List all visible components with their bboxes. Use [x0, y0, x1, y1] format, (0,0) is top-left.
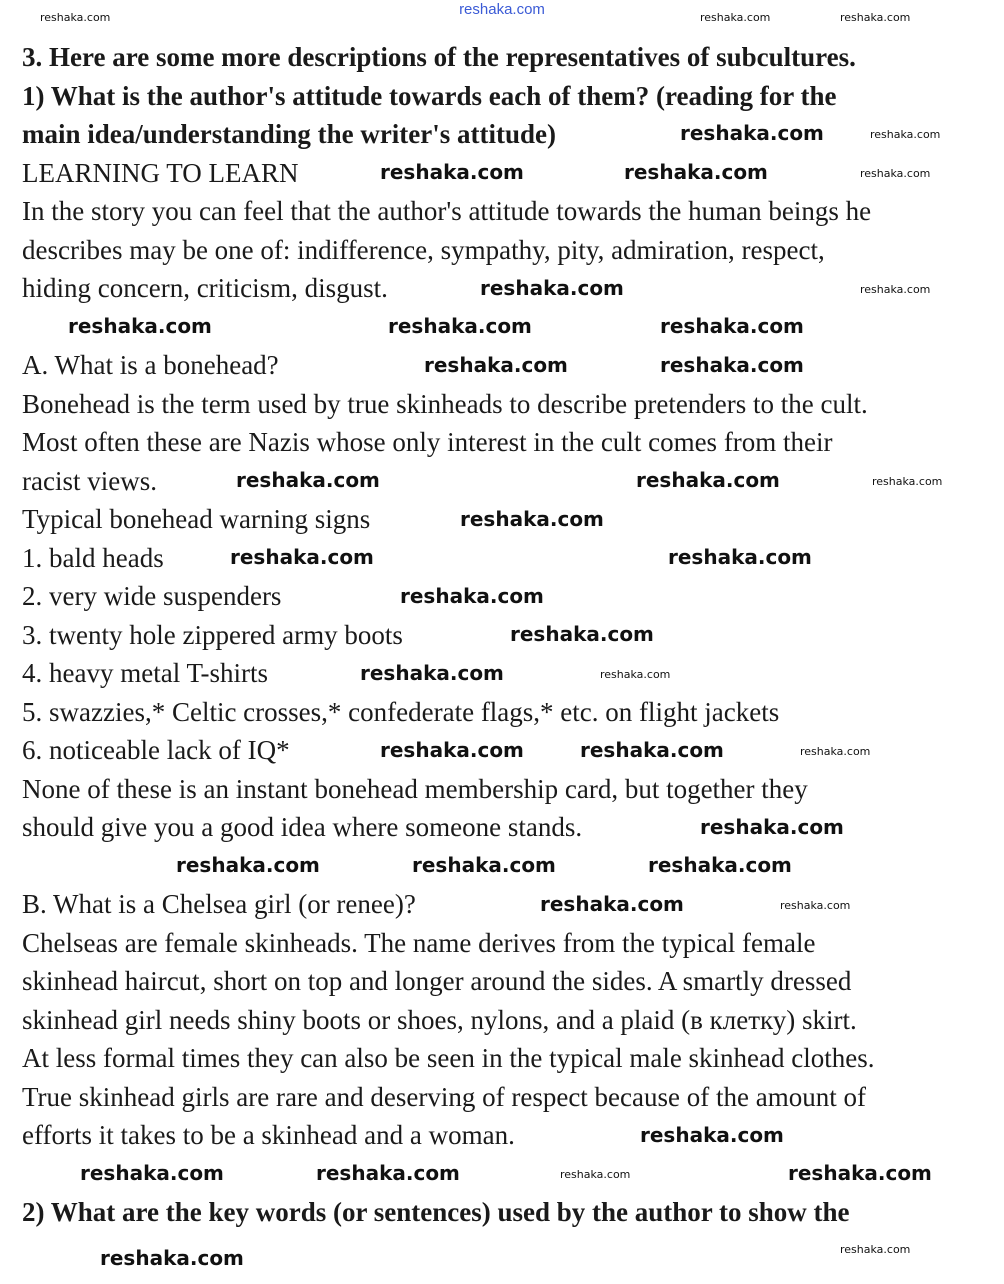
watermark: reshaka.com	[316, 1161, 460, 1185]
watermark: reshaka.com	[860, 167, 931, 180]
watermark: reshaka.com	[660, 353, 804, 377]
watermark: reshaka.com	[788, 1161, 932, 1185]
watermark: reshaka.com	[540, 892, 684, 916]
watermark: reshaka.com	[510, 622, 654, 646]
watermark: reshaka.com	[236, 468, 380, 492]
watermark: reshaka.com	[624, 160, 768, 184]
watermark: reshaka.com	[780, 899, 851, 912]
question-1-cont: main idea/understanding the writer's attitude)	[22, 119, 557, 149]
learning-text: describes may be one of: indifference, sympathy, pity, admiration, respect,	[22, 234, 825, 265]
watermark: reshaka.com	[460, 507, 604, 531]
watermark: reshaka.com	[580, 738, 724, 762]
watermark: reshaka.com	[424, 353, 568, 377]
watermark: reshaka.com	[380, 160, 524, 184]
sign-item: 6. noticeable lack of IQ*	[22, 735, 290, 765]
watermark: reshaka.com	[388, 314, 532, 338]
watermark: reshaka.com	[636, 468, 780, 492]
watermark: reshaka.com	[176, 853, 320, 877]
watermark: reshaka.com	[360, 661, 504, 685]
watermark: reshaka.com	[80, 1161, 224, 1185]
watermark: reshaka.com	[872, 475, 943, 488]
watermark: reshaka.com	[100, 1246, 244, 1270]
question-1: 1) What is the author's attitude towards each of them? (reading for the	[22, 80, 837, 111]
watermark: reshaka.com	[648, 853, 792, 877]
watermark: reshaka.com	[480, 276, 624, 300]
learning-title: LEARNING TO LEARN	[22, 157, 299, 188]
site-link[interactable]: reshaka.com	[459, 1, 545, 18]
section-b-text: At less formal times they can also be seen in the typical male skinhead clothes.	[22, 1043, 875, 1073]
watermark: reshaka.com	[800, 745, 871, 758]
watermark: reshaka.com	[840, 1243, 911, 1256]
section-a-title: A. What is a bonehead?	[22, 350, 279, 380]
watermark: reshaka.com	[640, 1123, 784, 1147]
sign-item: 5. swazzies,* Celtic crosses,* confederate flags,* etc. on flight jackets	[22, 696, 780, 727]
watermark: reshaka.com	[700, 11, 771, 24]
watermark: reshaka.com	[68, 314, 212, 338]
exercise-heading: 3. Here are some more descriptions of the representatives of subcultures.	[22, 42, 856, 72]
question-2: 2) What are the key words (or sentences) used by the author to show the	[22, 1197, 850, 1227]
watermark: reshaka.com	[680, 121, 824, 145]
watermark: reshaka.com	[700, 815, 844, 839]
learning-text: In the story you can feel that the author's attitude towards the human beings he	[22, 196, 872, 226]
section-a-text: Bonehead is the term used by true skinheads to describe pretenders to the cult.	[22, 388, 868, 419]
section-a-conclusion: None of these is an instant bonehead membership card, but together they	[22, 773, 808, 804]
document-body	[22, 38, 982, 1232]
section-a-text: Most often these are Nazis whose only interest in the cult comes from their	[22, 427, 833, 457]
watermark: reshaka.com	[860, 283, 931, 296]
sign-item: 3. twenty hole zippered army boots	[22, 619, 403, 650]
watermark: reshaka.com	[412, 853, 556, 877]
signs-title: Typical bonehead warning signs	[22, 504, 371, 534]
section-b-text: efforts it takes to be a skinhead and a woman.	[22, 1120, 515, 1150]
sign-item: 4. heavy metal T-shirts	[22, 658, 268, 688]
section-b-text: skinhead haircut, short on top and longer around the sides. A smartly dressed	[22, 966, 852, 996]
watermark: reshaka.com	[40, 11, 111, 24]
section-b-text: True skinhead girls are rare and deserving of respect because of the amount of	[22, 1081, 866, 1112]
section-b-text: Chelseas are female skinheads. The name derives from the typical female	[22, 927, 816, 958]
watermark: reshaka.com	[380, 738, 524, 762]
watermark: reshaka.com	[400, 584, 544, 608]
watermark: reshaka.com	[600, 668, 671, 681]
watermark: reshaka.com	[668, 545, 812, 569]
section-a-text: racist views.	[22, 465, 157, 496]
sign-item: 2. very wide suspenders	[22, 581, 282, 611]
watermark: reshaka.com	[230, 545, 374, 569]
section-b-text: skinhead girl needs shiny boots or shoes, nylons, and a plaid (в клетку) skirt.	[22, 1004, 857, 1035]
sign-item: 1. bald heads	[22, 542, 164, 573]
section-b-title: B. What is a Chelsea girl (or renee)?	[22, 889, 416, 919]
watermark: reshaka.com	[840, 11, 911, 24]
learning-text: hiding concern, criticism, disgust.	[22, 273, 388, 303]
watermark: reshaka.com	[660, 314, 804, 338]
watermark: reshaka.com	[560, 1168, 631, 1181]
watermark: reshaka.com	[870, 128, 941, 141]
section-a-conclusion: should give you a good idea where someone stands.	[22, 812, 583, 842]
